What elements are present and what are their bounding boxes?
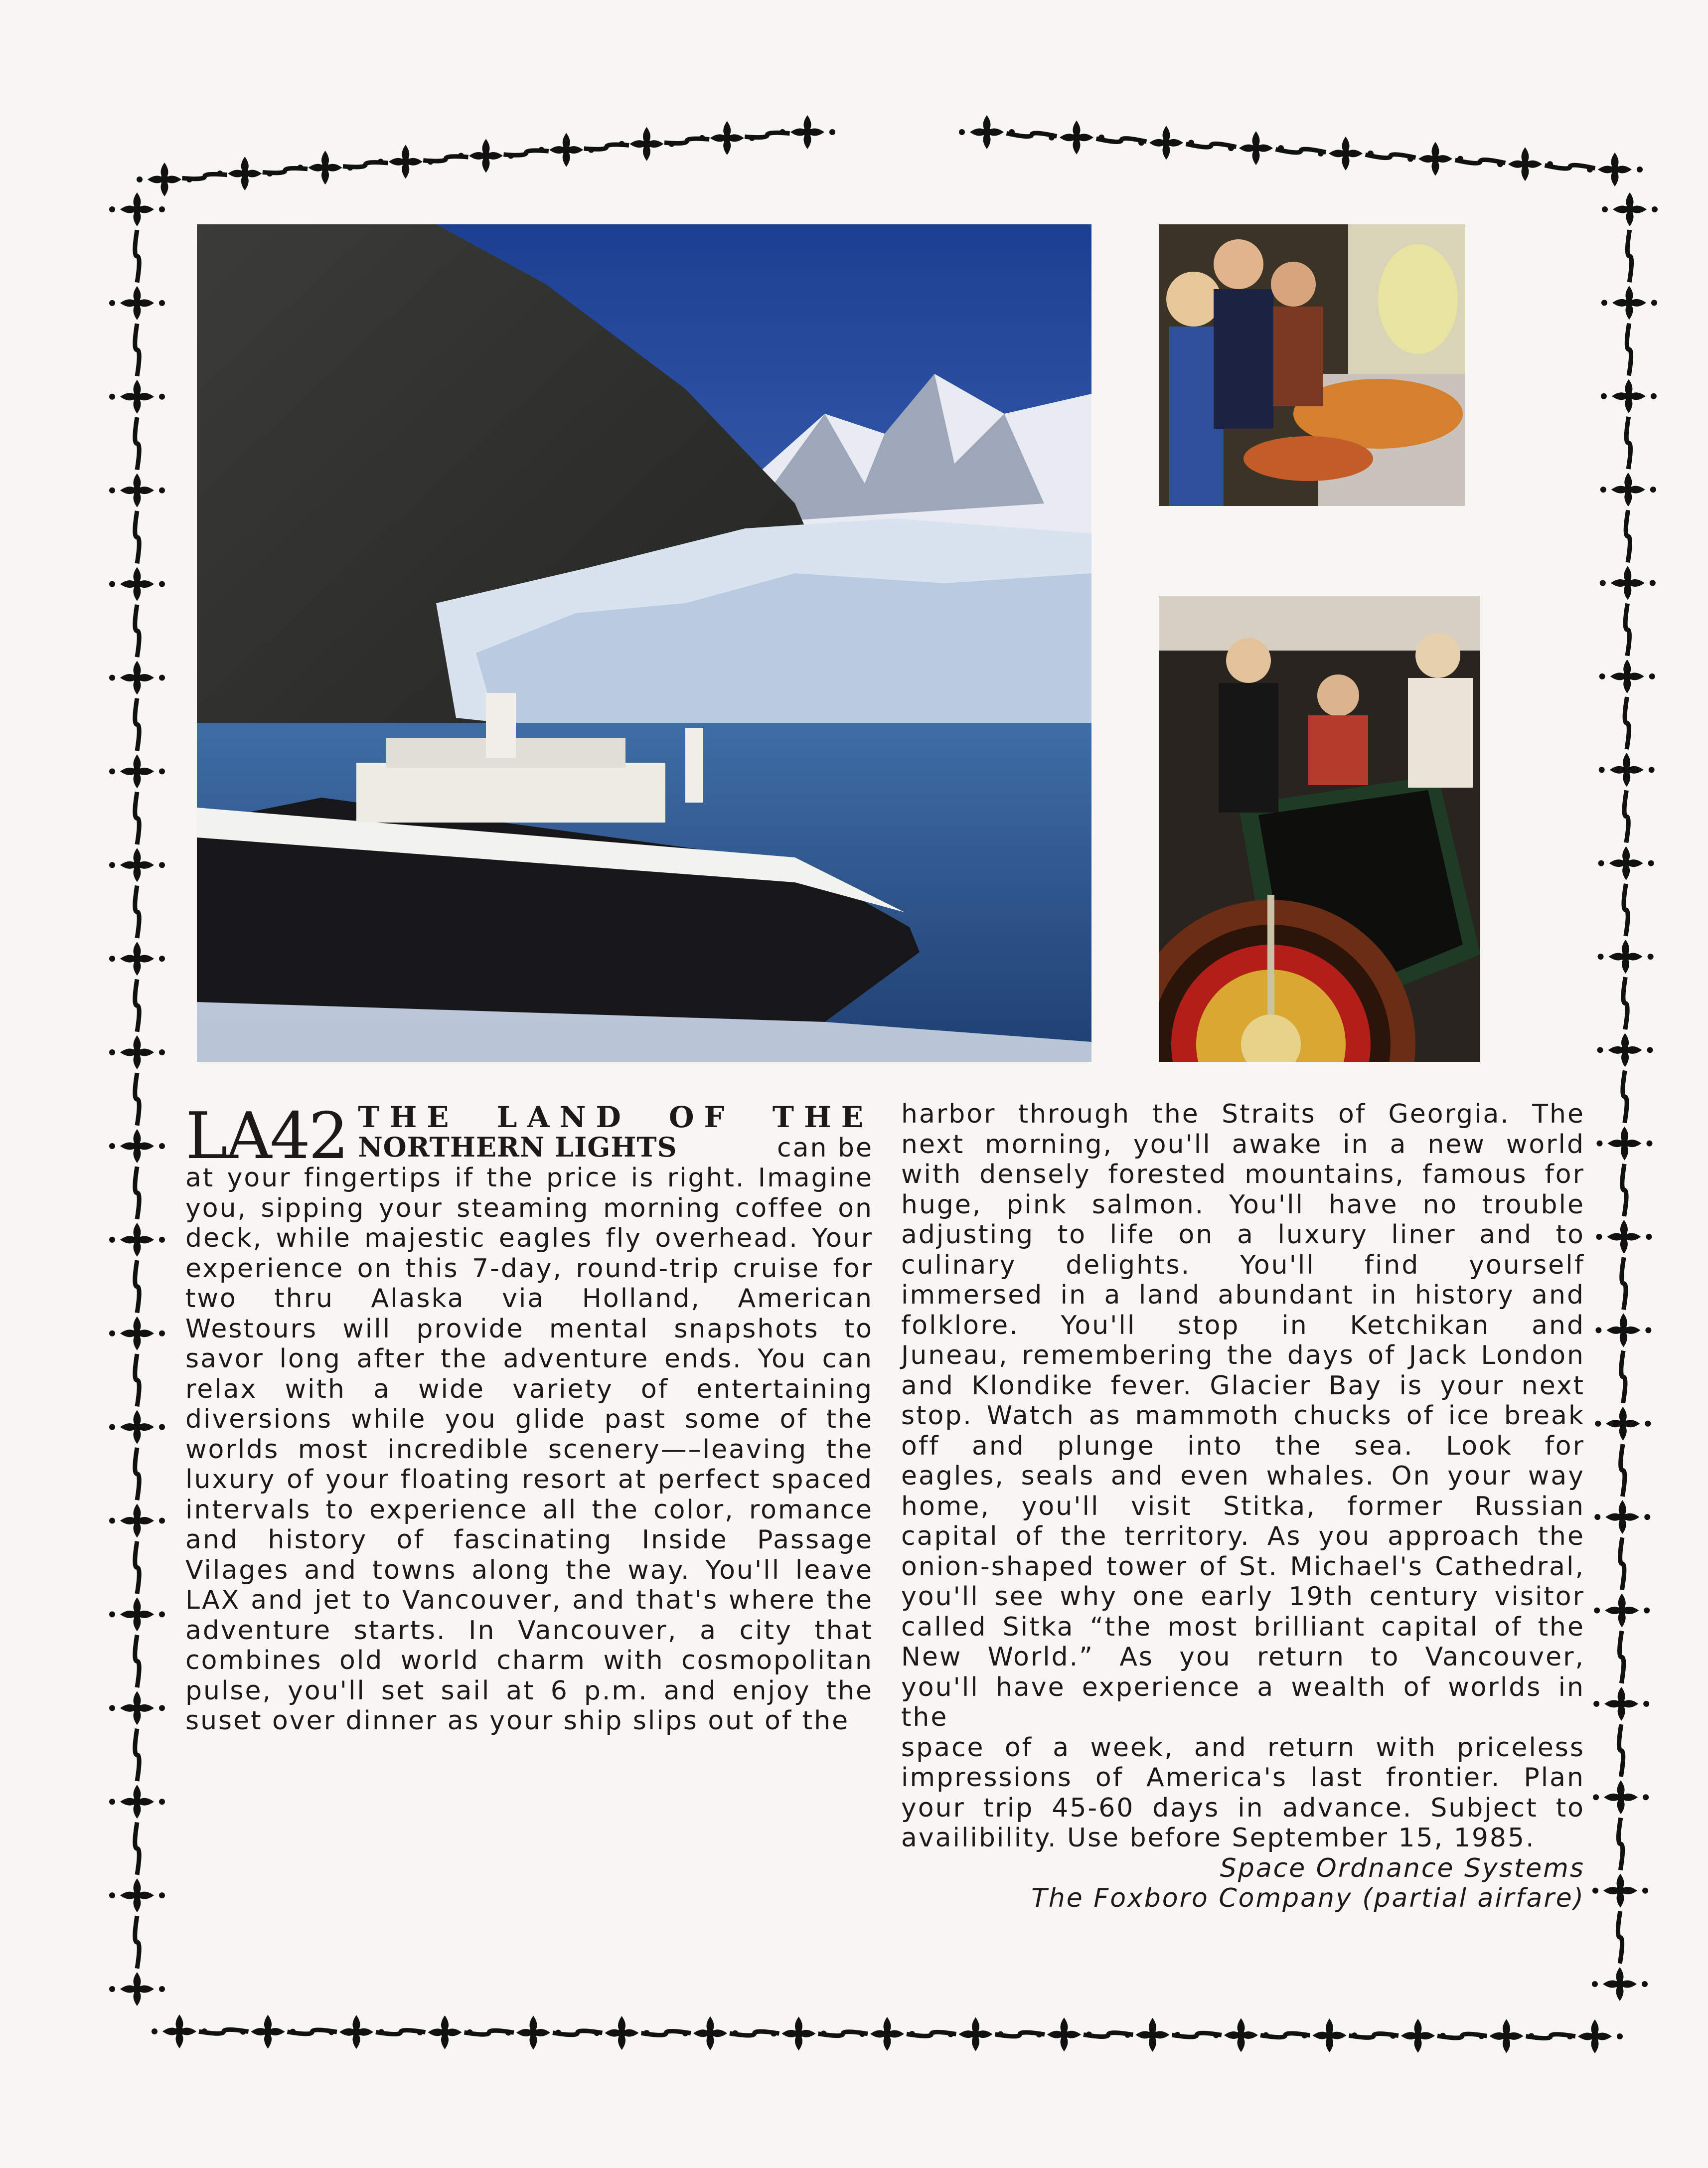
fleur-ornament	[109, 1035, 165, 1069]
fleur-ornament	[109, 1223, 165, 1257]
fleur-ornament	[109, 848, 165, 882]
fleur-ornament	[1600, 566, 1656, 600]
scroll-flourish	[1623, 977, 1627, 1029]
fleur-ornament	[1592, 1874, 1648, 1908]
body-text-line: relax with a wide variety of entertaining	[185, 1374, 873, 1404]
fleur-ornament	[1593, 1687, 1649, 1721]
lot-title-line-1: THE LAND OF THE	[358, 1100, 873, 1134]
scroll-flourish	[135, 792, 139, 844]
body-text-line: deck, while majestic eagles fly overhead. Your	[185, 1223, 873, 1253]
scroll-flourish	[135, 1354, 139, 1406]
scroll-flourish	[1621, 1444, 1625, 1497]
fleur-ornament	[109, 942, 165, 976]
body-text-line: suset over dinner as your ship slips out of the	[185, 1706, 850, 1736]
scroll-flourish	[135, 511, 139, 563]
scroll-flourish	[135, 1448, 139, 1500]
scroll-flourish	[135, 605, 139, 657]
scroll-flourish	[135, 1167, 139, 1219]
scroll-flourish	[1627, 324, 1631, 376]
scroll-flourish	[1626, 417, 1630, 469]
scroll-flourish	[135, 1635, 139, 1687]
body-text-line: availibility. Use before September 15, 1985.	[901, 1823, 1536, 1853]
body-text-line: and history of fascinating Inside Passage	[185, 1525, 873, 1555]
fleur-ornament	[1601, 286, 1657, 320]
body-text-line: worlds most incredible scenery—–leaving the	[185, 1434, 873, 1465]
body-text-line: next morning, you'll awake in a new world	[901, 1129, 1585, 1160]
fleur-ornament	[1049, 121, 1104, 155]
fleur-ornament	[109, 474, 165, 507]
lot-heading	[185, 1099, 873, 1173]
body-text-line: intervals to experience all the color, romance	[185, 1495, 873, 1525]
body-text-line: harbor through the Straits of Georgia. The	[901, 1099, 1585, 1129]
body-text-line: immersed in a land abundant in history and	[901, 1280, 1585, 1310]
fleur-ornament	[109, 567, 165, 601]
fleur-ornament	[109, 1504, 165, 1538]
fleur-ornament	[1138, 126, 1194, 160]
body-text-line: savor long after the adventure ends. You can	[185, 1344, 873, 1374]
fleur-ornament	[1595, 1313, 1651, 1347]
body-text-line: off and plunge into the sea. Look for	[901, 1431, 1585, 1461]
body-text-line: Juneau, remembering the days of Jack London	[901, 1340, 1585, 1370]
fleur-ornament	[1600, 473, 1656, 506]
fleur-ornament	[109, 754, 165, 788]
fleur-ornament	[1598, 846, 1654, 880]
body-text-line: space of a week, and return with priceless	[901, 1732, 1585, 1763]
scroll-flourish	[135, 1260, 139, 1313]
casino-roulette-photo	[1159, 596, 1480, 1062]
left-body-text	[185, 1163, 873, 1736]
body-text-line: you, sipping your steaming morning coffee on	[185, 1193, 873, 1223]
scroll-flourish	[135, 1541, 139, 1594]
scroll-flourish	[1624, 884, 1628, 936]
fleur-ornament	[109, 192, 165, 226]
body-text-line: LAX and jet to Vancouver, and that's where the	[185, 1585, 873, 1615]
body-text-line: onion-shaped tower of St. Michael's Cathedral,	[901, 1551, 1585, 1582]
body-text-line: huge, pink salmon. You'll have no trouble	[901, 1189, 1585, 1220]
fleur-ornament	[109, 1597, 165, 1631]
body-text-line: adjusting to life on a luxury liner and to	[901, 1220, 1585, 1250]
body-text-line: Vilages and towns along the way. You'll leave	[185, 1555, 873, 1585]
scroll-flourish	[1623, 1071, 1627, 1123]
scroll-flourish	[1620, 1537, 1624, 1590]
lot-code: LA42	[185, 1099, 347, 1173]
body-text-line: at your fingertips if the price is right. Imagine	[185, 1163, 873, 1193]
buffet-dining-photo	[1159, 224, 1465, 506]
fleur-ornament	[1594, 1500, 1650, 1534]
fleur-ornament	[1594, 1594, 1650, 1628]
fleur-ornament	[1318, 137, 1374, 170]
fleur-ornament	[109, 1878, 165, 1912]
fleur-ornament	[1587, 153, 1643, 186]
scroll-flourish	[1624, 790, 1628, 842]
body-text-line: and Klondike fever. Glacier Bay is your next	[901, 1370, 1585, 1401]
body-text-line: your trip 45-60 days in advance. Subject to	[901, 1793, 1585, 1823]
fleur-ornament	[1597, 1033, 1653, 1067]
scroll-flourish	[135, 324, 139, 376]
scroll-flourish	[1627, 230, 1631, 282]
fleur-ornament	[109, 286, 165, 320]
body-text-line: home, you'll visit Stitka, former Russian	[901, 1491, 1585, 1521]
article-left-column	[185, 1099, 873, 1736]
scroll-flourish	[1618, 1911, 1622, 1964]
fleur-ornament	[1407, 142, 1463, 176]
body-text-line: stop. Watch as mammoth chucks of ice break	[901, 1401, 1585, 1431]
body-text-line: called Sitka “the most brilliant capital of the	[901, 1612, 1585, 1642]
body-text-line: you'll have experience a wealth of worlds in the	[901, 1672, 1585, 1732]
fleur-ornament	[1599, 660, 1655, 693]
body-text-line: you'll see why one early 19th century visitor	[901, 1582, 1585, 1612]
credit-line-2: The Foxboro Company (partial airfare)	[1031, 1883, 1585, 1913]
body-text-line: two thru Alaska via Holland, American	[185, 1284, 873, 1314]
right-body-text	[901, 1099, 1585, 1853]
fleur-ornament	[1601, 379, 1657, 413]
fleur-ornament	[1602, 192, 1658, 226]
fleur-ornament	[1595, 1407, 1651, 1441]
fleur-ornament	[1599, 753, 1655, 787]
fleur-ornament	[109, 1785, 165, 1819]
body-text-line: folklore. You'll stop in Ketchikan and	[901, 1310, 1585, 1340]
body-text-line: eagles, seals and even whales. On your way	[901, 1461, 1585, 1491]
fleur-ornament	[959, 115, 1015, 149]
body-text-line: culinary delights. You'll find yourself	[901, 1250, 1585, 1280]
cruise-ship-glacier-photo	[197, 224, 1091, 1062]
fleur-ornament	[1497, 147, 1553, 181]
fleur-ornament	[109, 380, 165, 414]
scroll-flourish	[135, 1916, 139, 1968]
fleur-ornament	[1593, 1780, 1649, 1814]
lot-title-line-2: NORTHERN LIGHTS	[358, 1131, 677, 1163]
scroll-flourish	[1625, 604, 1629, 656]
lot-title-block	[358, 1102, 873, 1164]
scroll-flourish	[1619, 1724, 1623, 1777]
body-text-line: with densely forested mountains, famous for	[901, 1160, 1585, 1189]
scroll-flourish	[135, 1073, 139, 1125]
lot-lead-text: can be	[777, 1133, 873, 1163]
fleur-ornament	[1596, 1127, 1652, 1161]
scroll-flourish	[1626, 510, 1630, 562]
body-text-line: luxury of your floating resort at perfect spaced	[185, 1465, 873, 1495]
body-text-line: adventure starts. In Vancouver, a city that	[185, 1615, 873, 1646]
scroll-flourish	[135, 1823, 139, 1875]
fleur-ornament	[109, 1972, 165, 2006]
scroll-flourish	[135, 1729, 139, 1781]
fleur-ornament	[109, 1410, 165, 1444]
lot-title-row-2	[358, 1133, 873, 1164]
scroll-flourish	[135, 698, 139, 751]
scroll-flourish	[135, 230, 139, 282]
scroll-flourish	[1622, 1164, 1626, 1216]
body-text-line: New World.” As you return to Vancouver,	[901, 1642, 1585, 1672]
scroll-flourish	[135, 979, 139, 1031]
scroll-flourish	[1618, 1818, 1622, 1870]
fleur-ornament	[109, 661, 165, 694]
fleur-ornament	[1228, 131, 1284, 165]
body-text-line: capital of the territory. As you approach the	[901, 1521, 1585, 1551]
body-text-line: Westours will provide mental snapshots to	[185, 1314, 873, 1344]
scroll-flourish	[135, 417, 139, 470]
scroll-flourish	[1625, 697, 1629, 749]
credit-line-1: Space Ordnance Systems	[1220, 1853, 1585, 1883]
fleur-ornament	[1592, 1967, 1648, 2001]
fleur-ornament	[1596, 1220, 1652, 1254]
body-text-line: experience on this 7-day, round-trip cruise for	[185, 1253, 873, 1284]
fleur-ornament	[109, 1691, 165, 1725]
body-text-line: combines old world charm with cosmopolitan	[185, 1646, 873, 1675]
body-text-line: diversions while you glide past some of the	[185, 1404, 873, 1434]
body-text-line: impressions of America's last frontier. Plan	[901, 1763, 1585, 1793]
scroll-flourish	[1622, 1257, 1626, 1310]
scroll-flourish	[135, 886, 139, 938]
fleur-ornament	[1598, 940, 1654, 974]
article-right-column	[901, 1099, 1585, 1914]
fleur-ornament	[109, 1129, 165, 1163]
body-text-line: pulse, you'll set sail at 6 p.m. and enjoy the	[185, 1675, 873, 1706]
scroll-flourish	[1620, 1631, 1624, 1683]
scroll-flourish	[1621, 1351, 1625, 1403]
fleur-ornament	[109, 1317, 165, 1350]
